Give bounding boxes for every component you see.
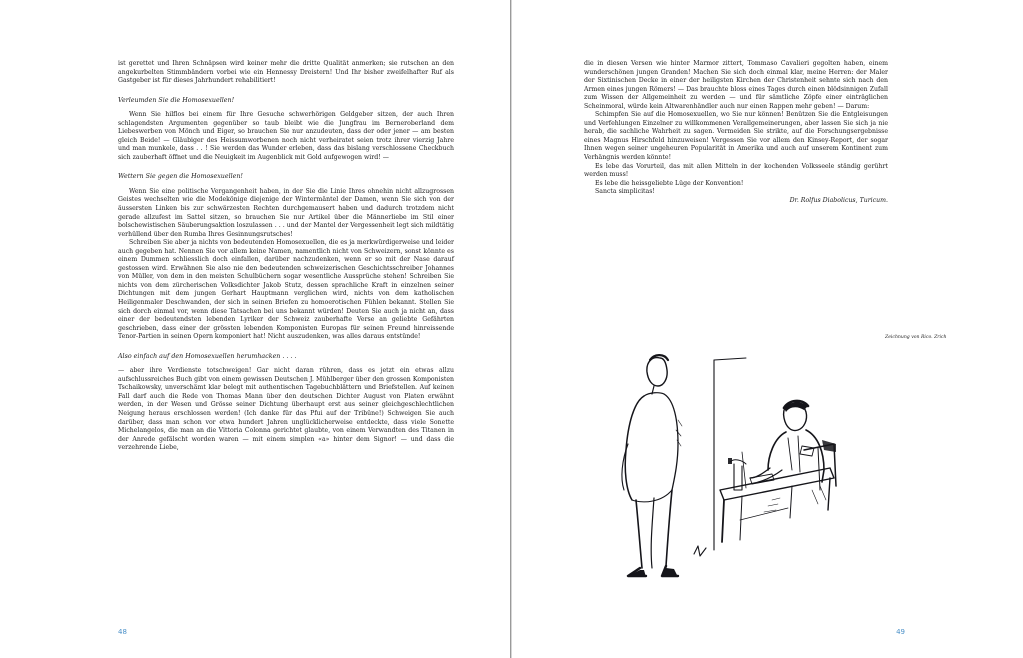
paragraph: ist gerettet und Ihren Schnäpsen wird keiner mehr die dritte Qualität anmerken; sie rutschen an den angekurbelten Stimmbändern vorbei wie ein Hennessy Dreistern! Und Ihr bisher zweifelhafter Ruf als Gastgeber ist für dieses Jahrhundert rehabilitiert! — [118, 60, 454, 85]
paragraph: Es lebe das Vorurteil, das mit allen Mitteln in der kochenden Volksseele ständig gerührt werden muss! — [584, 162, 888, 179]
section-heading: Wettern Sie gegen die Homosexuellen! — [118, 173, 243, 181]
right-text-column — [584, 60, 888, 205]
right-page — [511, 0, 1023, 658]
section-heading: Verleumden Sie die Homosexuellen! — [118, 96, 235, 104]
page-number-left: 48 — [118, 628, 127, 636]
paragraph: — aber ihre Verdienste totschweigen! Gar nicht daran rühren, dass es jetzt ein etwas allzu aufschlussreiches Buch gibt von einem gewissen Deutschen J. Mühlberger über den grossen Komponisten Tschaikowsky, unverschämt klar belegt mit authentischen Tagebuchblättern und Briefstellen. Auf keinen Fall darf auch die Rede von Thomas Mann über den deutschen Dichter August von Platen erwähnt werden, in der Wesen und Grösse seiner Dichtung überhaupt erst aus seiner gleichgeschlechtlichen Neigung heraus erschlossen werden! (Ich danke für das Pfui auf der Tribüne!) Schweigen Sie auch darüber, dass man schon vor etwa hundert Jahren unglücklicherweise entdeckte, dass viele Sonette Michelangelos, die man an die Vittoria Colonna gerichtet glaubte, von einem Verwandten des Titanen in der Anrede gefälscht worden waren — mit einem simplen «a» hinter dem Signor! — und dass die verzehrende Liebe, — [118, 367, 454, 452]
paragraph: Schimpfen Sie auf die Homosexuellen, wo Sie nur können! Benützen Sie die Entgleisungen und Verfehlungen Einzelner zu willkommenen Verallgemeinerungen, aber lassen Sie sich ja nie herab, die sachliche Wahrheit zu sagen. Vermeiden Sie strikte, auf die Forschungsergebnisse eines Magnus Hirschfeld hinzuweisen! Vergessen Sie vor allem den Kinsey-Report, der sogar Ihnen wegen seiner ungeheuren Popularität in Amerika und auch auf unserem Kontinent zum Verhängnis werden könnte! — [584, 111, 888, 162]
left-page — [0, 0, 511, 658]
paragraph: Schreiben Sie aber ja nichts von bedeutenden Homosexuellen, die es ja merkwürdigerweise und leider auch gegeben hat. Nennen Sie vor allem keine Namen, namentlich nicht von Schweizern, sonst könnte es einem Dummen schliesslich doch einfallen, darüber nachzudenken, wenn er so mit der Nase darauf gestossen wird. Erwähnen Sie also nie den bedeutenden schweizerischen Geschichtsschreiber Johannes von Müller, von dem in den meisten Schulbüchern sogar wesentliche Aussprüche stehen! Schreiben Sie nichts von dem zürcherischen Volksdichter Jakob Stutz, dessen sprachliche Kraft in einzelnen seiner Dichtungen mit dem jungen Gerhart Hauptmann verglichen wird, nichts von dem katholischen Heiligenmaler Deschwanden, der sich in seinen Briefen zu homoerotischen Fühlen bekannt. Stellen Sie sich dorch einmal vor, wenn diese Tatsachen bei uns bekannt würden! Deuten Sie auch ja nicht an, dass einer der bedeutendsten lebenden Lyriker der Schweiz zauberhafte Verse an geliebte Gefährten geschrieben, dass einer der grössten lebenden Komponisten Europas für seinen Freund hinreissende Tenor-Partien in seinen Opern komponiert hat! Nicht auszudenken, was alles daraus entstünde! — [118, 239, 454, 341]
paragraph: Wenn Sie eine politische Vergangenheit haben, in der Sie die Linie Ihres ohnehin nicht allzugrossen Geistes wechselten wie die Modekönige diejenige der Wintermäntel der Damen, wenn Sie sich von der äussersten Linken bis zur schwärzesten Rechten durchgemausert haben und dadurch trotzdem nicht gerade allzufest im Sattel sitzen, so brauchen Sie nur Artikel über die Männerliebe im Stil einer bolschewistischen Säuberungsaktion loszulassen . . . und der Mantel der Vergessenheit legt sich mildtätig verhüllend über den Rumba Ihres Gesinnungsrutsches! — [118, 187, 454, 238]
paragraph: die in diesen Versen wie hinter Marmor zittert, Tommaso Cavalieri gegolten haben, einem wunderschönen jungen Granden! Machen Sie sich doch einmal klar, meine Herren: der Maler der Sixtinischen Decke in einer der heiligsten Kirchen der Christenheit sehnte sich nach den Armen eines jungen Römers! — Das brauchte bloss eines Tages durch einen blödsinnigen Zufall zum Wissen der Allgemeinheit zu werden — und für sämtliche Zöpfe einer einträglichen Scheinmoral, würde kein Altwarenhändler auch nur einen Rappen mehr geben! — Darum: — [584, 60, 888, 110]
paragraph: Sancta simplicitas! — [595, 188, 655, 196]
ink-illustration — [582, 340, 882, 590]
paragraph: Es lebe die heissgeliebte Lüge der Konvention! — [595, 179, 744, 187]
left-text-column — [118, 60, 454, 453]
page-number-right: 49 — [896, 628, 905, 636]
author-signature: Dr. Rolfus Diabolicus, Turicum. — [789, 196, 888, 204]
illustration-caption: Zeichnung von Rico. Zrich — [885, 335, 947, 340]
section-heading: Also einfach auf den Homosexuellen herumhacken . . . . — [118, 352, 297, 360]
paragraph: Wenn Sie hilflos bei einem für Ihre Gesuche schwerhörigen Geldgeber sitzen, der auch Ihren schlagendsten Argumenten gegenüber so taub bleibt wie die Jungfrau im Berneroberland dem Liebeswerben von Mönch und Eiger, so brauchen Sie nur anzudeuten, dass der oder jener — am besten gleich Beide! — Gläubiger des Heissumworbenen noch nicht verheiratet seien trotz ihrer vierzig Jahre und man munkele, dass . . ! Sie werden das Wunder erleben, dass das bislang verschlossene Checkbuch sich zauberhaft öffnet und die Neuigkeit im Augenblick mit Gold aufgewogen wird! — — [118, 111, 454, 161]
